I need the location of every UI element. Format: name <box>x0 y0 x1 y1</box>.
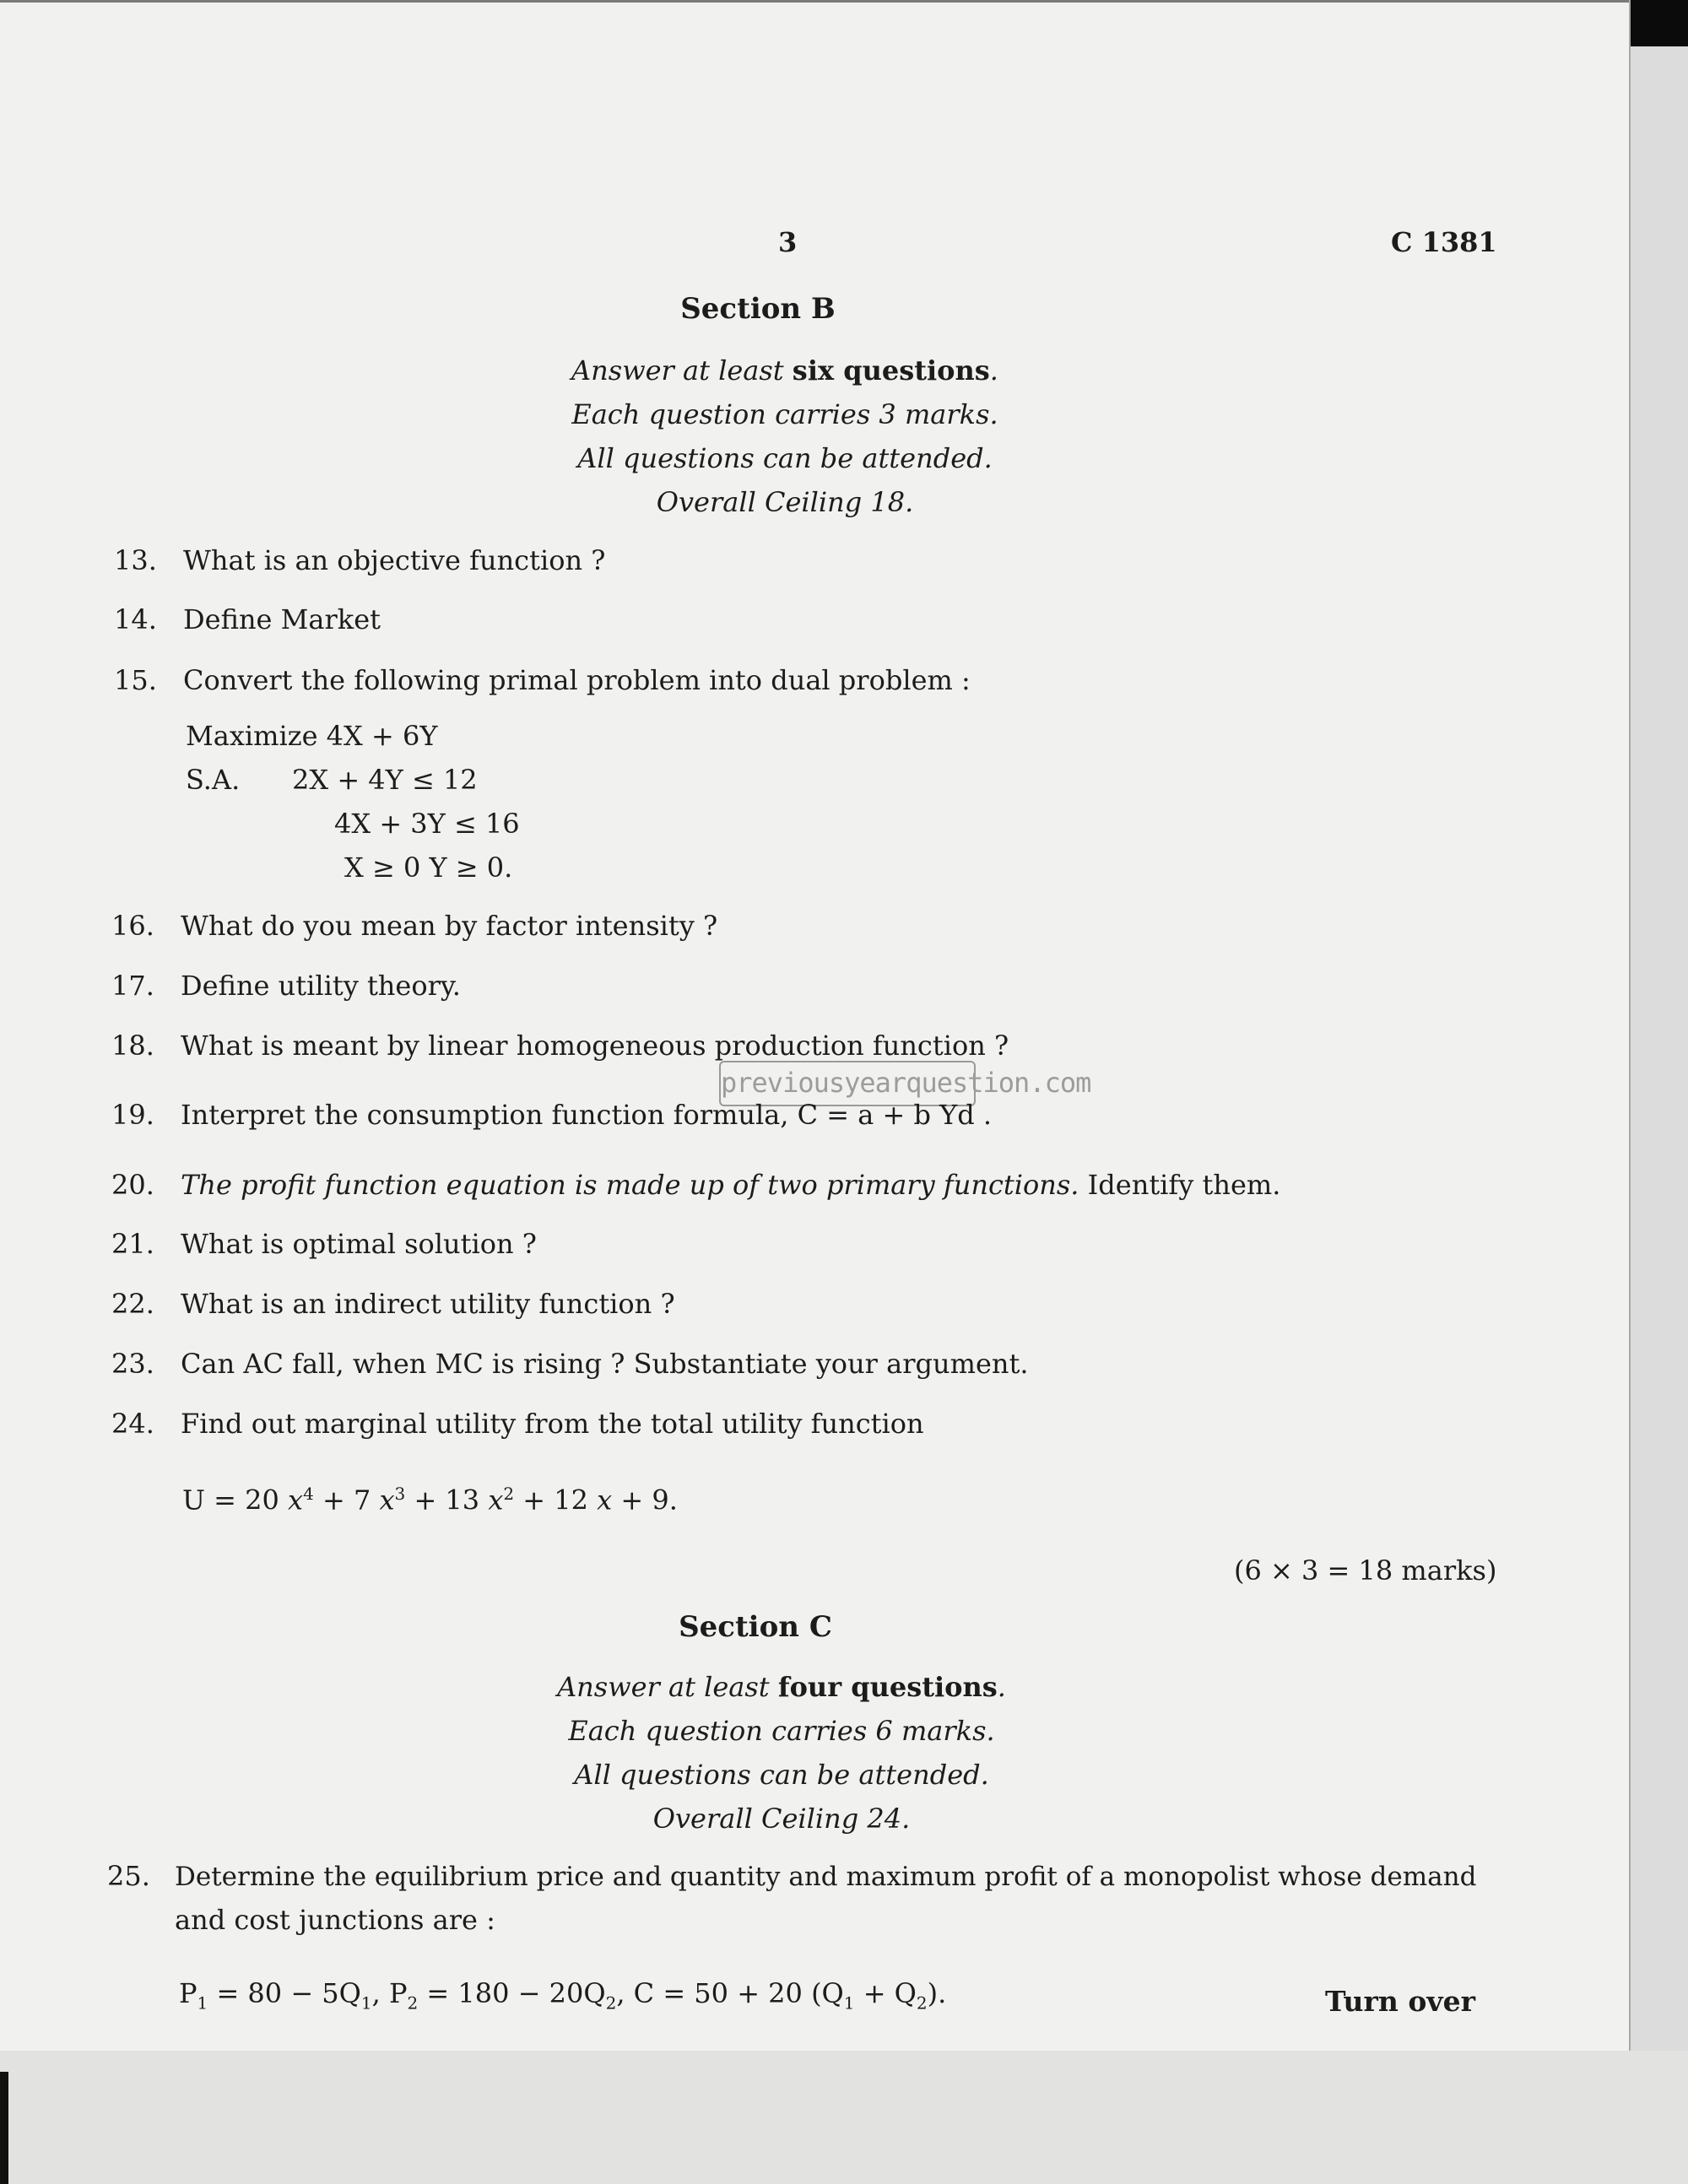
section-b-marks: (6 × 3 = 18 marks) <box>1234 1554 1497 1587</box>
scan-corner-black <box>1631 0 1688 46</box>
lp-constraint-3: X ≥ 0 Y ≥ 0. <box>344 851 513 884</box>
section-b-instruction-2: Each question carries 3 marks. <box>571 398 998 430</box>
question-24: 24. Find out marginal utility from the total utility function <box>111 1408 924 1440</box>
question-20: 20. The profit function equation is made up of two primary functions. Identify them. <box>111 1169 1281 1201</box>
question-18: 18. What is meant by linear homogeneous production function ? <box>111 1030 1009 1062</box>
question-23: 23. Can AC fall, when MC is rising ? Substantiate your argument. <box>111 1348 1029 1380</box>
question-25-line-1: 25. Determine the equilibrium price and quantity and maximum profit of a monopolist whose demand <box>107 1860 1477 1892</box>
watermark-stamp: previousyearquestion.com <box>719 1061 976 1106</box>
question-25-line-2: and cost junctions are : <box>175 1904 495 1936</box>
section-b-instruction-4: Overall Ceiling 18. <box>656 486 914 518</box>
scan-bottom-strip <box>0 2051 1688 2184</box>
lp-objective: Maximize 4X + 6Y <box>186 720 438 752</box>
section-c-instruction-3: All questions can be attended. <box>574 1759 989 1791</box>
section-b-instruction-3: All questions can be attended. <box>577 442 993 474</box>
section-b-instruction-1: Answer at least six questions. <box>571 354 998 387</box>
page-number: 3 <box>778 226 798 258</box>
question-15: 15. Convert the following primal problem into dual problem : <box>114 664 971 696</box>
section-c-instruction-2: Each question carries 6 marks. <box>568 1715 995 1747</box>
scan-left-bar <box>0 2072 8 2184</box>
question-13: 13. What is an objective function ? <box>114 544 606 576</box>
question-19: 19. Interpret the consumption function formula, C = a + b Yd . <box>111 1099 993 1131</box>
lp-constraint-1: 2X + 4Y ≤ 12 <box>292 764 478 796</box>
section-b-title: Section B <box>680 292 836 326</box>
section-c-instruction-4: Overall Ceiling 24. <box>652 1803 911 1835</box>
utility-function-equation: U = 20 $x^4 + 7$ $x^3 + 13$ $x^2 + 12$ x + 9. <box>182 1484 678 1516</box>
paper-code: C 1381 <box>1391 226 1497 258</box>
section-c-title: Section C <box>679 1610 832 1644</box>
page-top-edge <box>0 0 1629 3</box>
question-22: 22. What is an indirect utility function ? <box>111 1288 675 1320</box>
demand-cost-equations: $P_1 = 80 - 5Q_1$, $P_2 = 180 - 20Q_2$, C = 50 + 20 $(Q_1 + Q_2)$. <box>179 1977 947 2014</box>
question-16: 16. What do you mean by factor intensity ? <box>111 910 718 942</box>
question-21: 21. What is optimal solution ? <box>111 1228 537 1260</box>
question-17: 17. Define utility theory. <box>111 970 461 1002</box>
lp-constraint-2: 4X + 3Y ≤ 16 <box>334 808 520 840</box>
turn-over-label: Turn over <box>1325 1985 1475 2018</box>
section-c-instruction-1: Answer at least four questions. <box>557 1671 1006 1703</box>
question-14: 14. Define Market <box>114 603 381 635</box>
lp-subject-to: S.A. <box>186 764 241 796</box>
